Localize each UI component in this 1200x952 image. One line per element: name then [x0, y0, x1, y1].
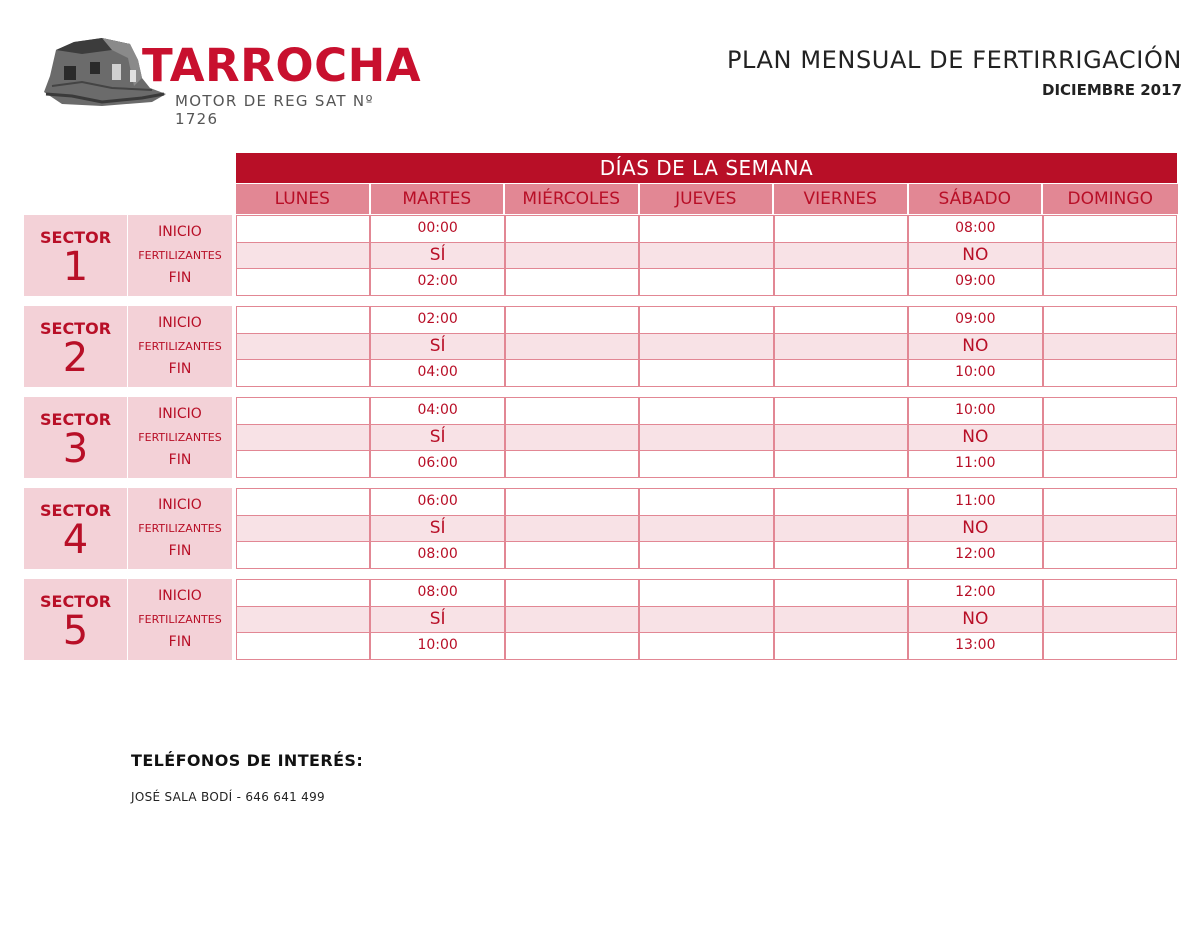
table-cell[interactable]: SÍ	[371, 516, 505, 542]
sector-word: SECTOR	[39, 592, 112, 611]
schedule-grid	[236, 397, 1177, 478]
table-cell[interactable]	[775, 489, 909, 515]
table-cell[interactable]	[775, 607, 909, 633]
sector-block-1	[24, 215, 1178, 296]
row-label-inicio: INICIO	[158, 224, 202, 240]
table-row	[237, 451, 1176, 477]
sector-label	[24, 306, 127, 387]
table-cell[interactable]	[506, 516, 640, 542]
table-cell[interactable]	[237, 398, 371, 424]
table-cell[interactable]: NO	[909, 425, 1043, 451]
table-cell[interactable]	[640, 451, 774, 477]
table-cell[interactable]: 10:00	[371, 633, 505, 659]
table-cell[interactable]	[506, 580, 640, 606]
table-cell[interactable]	[237, 489, 371, 515]
table-cell[interactable]: 06:00	[371, 489, 505, 515]
table-cell[interactable]	[640, 269, 774, 295]
table-cell[interactable]: SÍ	[371, 607, 505, 633]
table-row	[237, 489, 1176, 516]
table-cell[interactable]	[1044, 216, 1176, 242]
sector-number: 1	[62, 244, 89, 290]
row-label-inicio: INICIO	[158, 497, 202, 513]
table-cell[interactable]: 08:00	[371, 542, 505, 568]
table-cell[interactable]	[640, 243, 774, 269]
table-cell[interactable]	[506, 425, 640, 451]
table-cell[interactable]	[1044, 425, 1176, 451]
table-cell[interactable]	[506, 489, 640, 515]
table-row	[237, 633, 1176, 659]
table-cell[interactable]: 12:00	[909, 580, 1043, 606]
sector-block-5	[24, 579, 1178, 660]
phones-title: TELÉFONOS DE INTERÉS:	[131, 751, 364, 770]
row-label-fin: FIN	[168, 543, 192, 559]
table-cell[interactable]	[775, 334, 909, 360]
table-cell[interactable]	[237, 607, 371, 633]
table-cell[interactable]	[775, 425, 909, 451]
table-cell[interactable]	[640, 580, 774, 606]
table-cell[interactable]: 11:00	[909, 489, 1043, 515]
page-title: PLAN MENSUAL DE FERTIRRIGACIÓN	[726, 46, 1182, 74]
sector-number: 4	[62, 517, 89, 563]
sector-label	[24, 488, 127, 569]
table-cell[interactable]: 08:00	[371, 580, 505, 606]
row-labels	[128, 306, 232, 387]
days-banner: DÍAS DE LA SEMANA	[236, 153, 1177, 183]
table-cell[interactable]	[237, 425, 371, 451]
table-cell[interactable]	[640, 334, 774, 360]
table-cell[interactable]	[237, 243, 371, 269]
table-row	[237, 607, 1176, 634]
row-labels	[128, 488, 232, 569]
sector-word: SECTOR	[39, 410, 112, 429]
row-label-inicio: INICIO	[158, 406, 202, 422]
sector-word: SECTOR	[39, 319, 112, 338]
table-cell[interactable]	[775, 269, 909, 295]
row-label-fin: FIN	[168, 270, 192, 286]
day-header: DOMINGO	[1043, 184, 1178, 214]
brand-logo	[42, 36, 422, 128]
table-cell[interactable]: 02:00	[371, 307, 505, 333]
table-cell[interactable]	[1044, 269, 1176, 295]
table-cell[interactable]: 08:00	[909, 216, 1043, 242]
table-cell[interactable]	[506, 216, 640, 242]
table-cell[interactable]	[506, 243, 640, 269]
table-cell[interactable]	[775, 360, 909, 386]
table-cell[interactable]	[506, 398, 640, 424]
table-cell[interactable]	[775, 307, 909, 333]
table-cell[interactable]	[237, 516, 371, 542]
table-row	[237, 398, 1176, 425]
table-cell[interactable]: NO	[909, 334, 1043, 360]
table-cell[interactable]	[506, 360, 640, 386]
table-cell[interactable]: 10:00	[909, 398, 1043, 424]
table-cell[interactable]	[775, 216, 909, 242]
table-cell[interactable]: 12:00	[909, 542, 1043, 568]
table-cell[interactable]	[1044, 516, 1176, 542]
table-cell[interactable]	[640, 489, 774, 515]
table-row	[237, 425, 1176, 452]
table-cell[interactable]: 02:00	[371, 269, 505, 295]
table-cell[interactable]	[506, 307, 640, 333]
table-row	[237, 516, 1176, 543]
row-label-fertilizantes: FERTILIZANTES	[138, 340, 222, 353]
day-header: SÁBADO	[909, 184, 1044, 214]
phone-contact: JOSÉ SALA BODÍ - 646 641 499	[131, 790, 325, 804]
table-cell[interactable]	[506, 633, 640, 659]
table-cell[interactable]	[1044, 243, 1176, 269]
brand-subtitle: MOTOR DE REG SAT Nº 1726	[175, 92, 374, 128]
row-label-fin: FIN	[168, 361, 192, 377]
table-cell[interactable]	[640, 307, 774, 333]
table-cell[interactable]: 06:00	[371, 451, 505, 477]
table-cell[interactable]	[640, 425, 774, 451]
table-row	[237, 360, 1176, 386]
day-header: MIÉRCOLES	[505, 184, 640, 214]
schedule-grid	[236, 215, 1177, 296]
table-cell[interactable]	[775, 580, 909, 606]
table-cell[interactable]	[237, 633, 371, 659]
row-label-inicio: INICIO	[158, 315, 202, 331]
sector-number: 3	[62, 426, 89, 472]
row-label-fertilizantes: FERTILIZANTES	[138, 613, 222, 626]
table-cell[interactable]	[640, 607, 774, 633]
table-row	[237, 580, 1176, 607]
table-cell[interactable]: SÍ	[371, 334, 505, 360]
table-cell[interactable]	[775, 451, 909, 477]
table-cell[interactable]	[775, 398, 909, 424]
sector-block-4	[24, 488, 1178, 569]
table-cell[interactable]	[506, 334, 640, 360]
table-cell[interactable]	[237, 360, 371, 386]
sector-label	[24, 397, 127, 478]
table-cell[interactable]	[1044, 489, 1176, 515]
table-cell[interactable]	[640, 542, 774, 568]
row-labels	[128, 397, 232, 478]
sector-block-2	[24, 306, 1178, 387]
table-cell[interactable]	[237, 451, 371, 477]
table-cell[interactable]	[1044, 451, 1176, 477]
table-cell[interactable]	[506, 607, 640, 633]
table-row	[237, 542, 1176, 568]
sector-label	[24, 215, 127, 296]
table-cell[interactable]: NO	[909, 516, 1043, 542]
table-cell[interactable]	[775, 516, 909, 542]
sector-word: SECTOR	[39, 501, 112, 520]
sector-number: 5	[62, 608, 89, 654]
schedule-grid	[236, 488, 1177, 569]
table-cell[interactable]	[1044, 334, 1176, 360]
table-cell[interactable]	[640, 216, 774, 242]
day-header-row	[236, 184, 1178, 214]
table-cell[interactable]	[237, 542, 371, 568]
schedule-grid	[236, 306, 1177, 387]
table-cell[interactable]	[237, 307, 371, 333]
table-cell[interactable]	[640, 516, 774, 542]
table-cell[interactable]: NO	[909, 607, 1043, 633]
table-cell[interactable]	[237, 216, 371, 242]
row-labels	[128, 579, 232, 660]
table-cell[interactable]: 10:00	[909, 360, 1043, 386]
table-cell[interactable]	[506, 451, 640, 477]
table-cell[interactable]: SÍ	[371, 243, 505, 269]
table-cell[interactable]	[1044, 360, 1176, 386]
schedule-grid	[236, 579, 1177, 660]
table-cell[interactable]	[640, 633, 774, 659]
sector-word: SECTOR	[39, 228, 112, 247]
row-label-fertilizantes: FERTILIZANTES	[138, 522, 222, 535]
row-label-fertilizantes: FERTILIZANTES	[138, 431, 222, 444]
table-cell[interactable]	[506, 269, 640, 295]
day-header: LUNES	[236, 184, 371, 214]
row-label-fertilizantes: FERTILIZANTES	[138, 249, 222, 262]
table-cell[interactable]: NO	[909, 243, 1043, 269]
page-month: DICIEMBRE 2017	[1042, 81, 1182, 99]
row-labels	[128, 215, 232, 296]
table-cell[interactable]: 09:00	[909, 307, 1043, 333]
table-cell[interactable]	[640, 360, 774, 386]
table-cell[interactable]	[237, 269, 371, 295]
table-row	[237, 334, 1176, 361]
table-cell[interactable]: 04:00	[371, 398, 505, 424]
table-row	[237, 269, 1176, 295]
table-cell[interactable]	[640, 398, 774, 424]
table-cell[interactable]	[1044, 542, 1176, 568]
table-cell[interactable]: 00:00	[371, 216, 505, 242]
table-row	[237, 243, 1176, 270]
day-header: MARTES	[371, 184, 506, 214]
table-cell[interactable]: 13:00	[909, 633, 1043, 659]
table-cell[interactable]	[775, 243, 909, 269]
table-cell[interactable]	[237, 334, 371, 360]
table-cell[interactable]	[237, 580, 371, 606]
table-row	[237, 216, 1176, 243]
table-cell[interactable]: SÍ	[371, 425, 505, 451]
row-label-fin: FIN	[168, 452, 192, 468]
table-cell[interactable]	[1044, 398, 1176, 424]
table-cell[interactable]	[1044, 607, 1176, 633]
day-header: VIERNES	[774, 184, 909, 214]
table-cell[interactable]	[775, 542, 909, 568]
row-label-inicio: INICIO	[158, 588, 202, 604]
table-cell[interactable]: 11:00	[909, 451, 1043, 477]
table-row	[237, 307, 1176, 334]
table-cell[interactable]	[1044, 580, 1176, 606]
table-cell[interactable]: 04:00	[371, 360, 505, 386]
sector-number: 2	[62, 335, 89, 381]
table-cell[interactable]: 09:00	[909, 269, 1043, 295]
table-cell[interactable]	[775, 633, 909, 659]
table-cell[interactable]	[506, 542, 640, 568]
brand-name: TARROCHA	[142, 39, 422, 92]
day-header: JUEVES	[640, 184, 775, 214]
sector-label	[24, 579, 127, 660]
row-label-fin: FIN	[168, 634, 192, 650]
table-cell[interactable]	[1044, 307, 1176, 333]
table-cell[interactable]	[1044, 633, 1176, 659]
sector-block-3	[24, 397, 1178, 478]
